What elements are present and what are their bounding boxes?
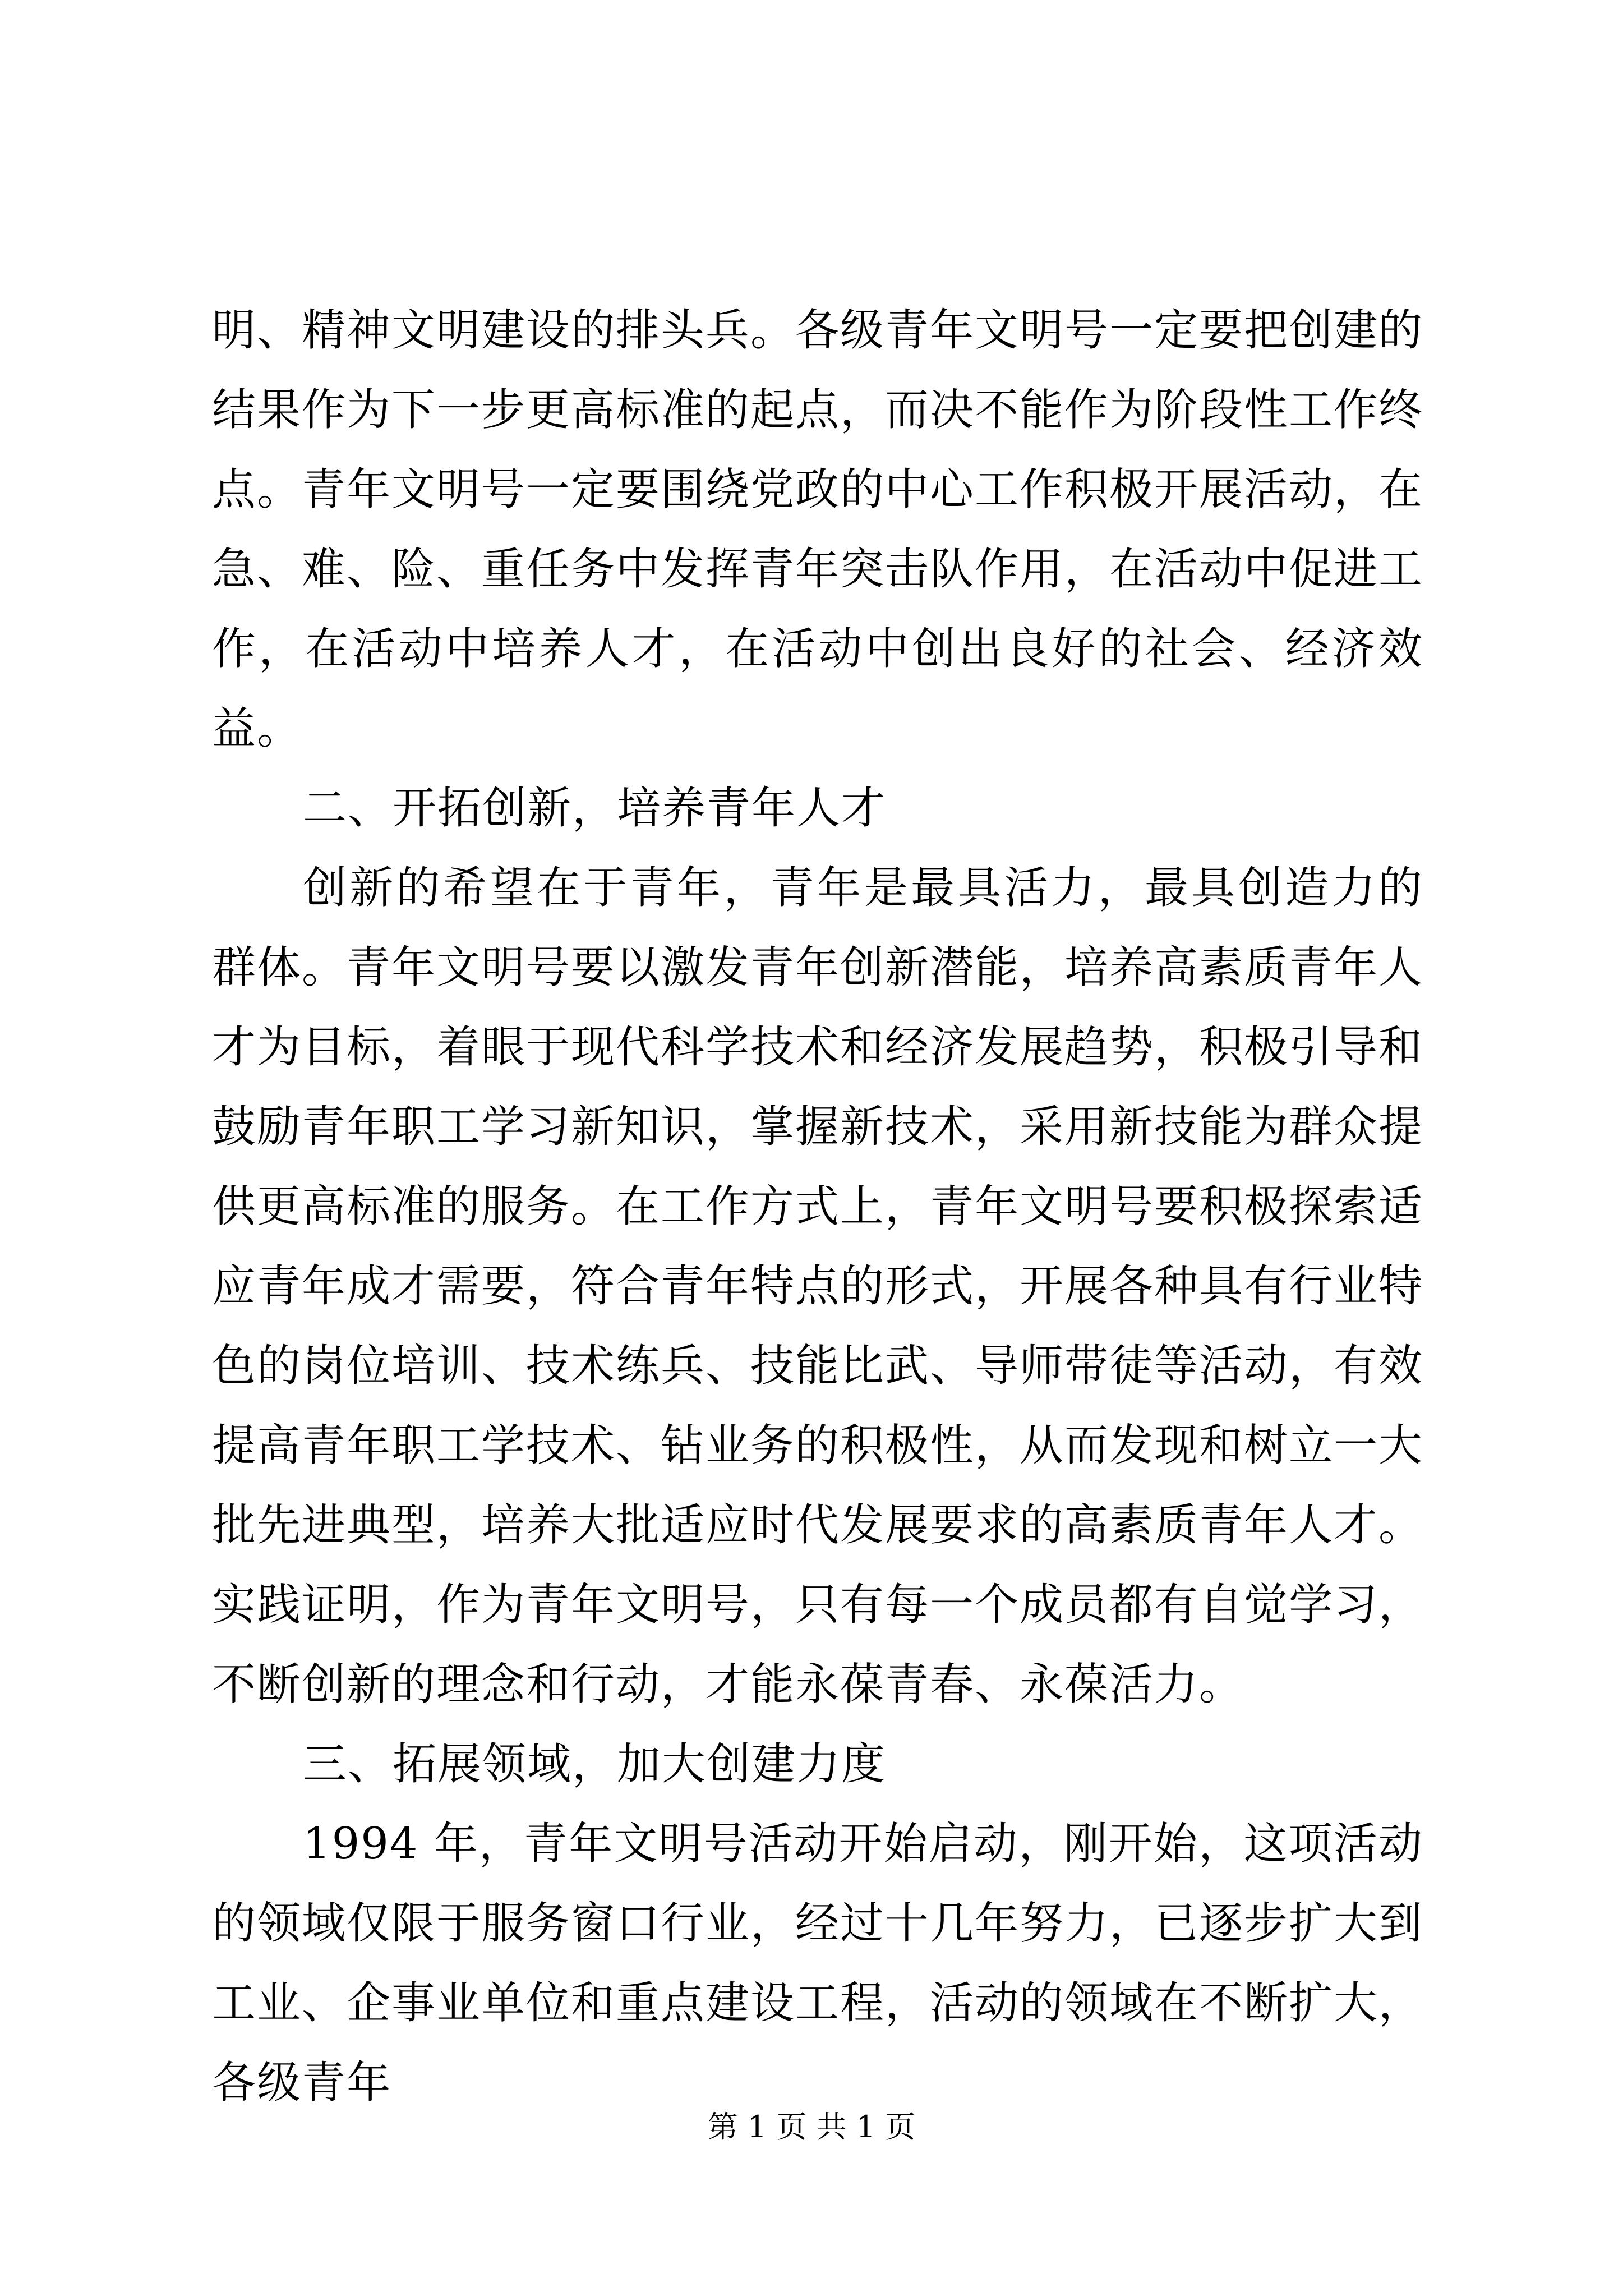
page-footer: 第 1 页 共 1 页 (707, 2109, 916, 2145)
paragraph-3: 1994 年，青年文明号活动开始启动，刚开始，这项活动的领域仅限于服务窗口行业，经过十几年努力，已逐步扩大到工业、企事业单位和重点建设工程，活动的领域在不断扩大，各级青年 (212, 1819, 1424, 2108)
section-heading-2: 二、开拓创新，培养青年人才 (303, 783, 887, 834)
paragraph-2: 创新的希望在于青年，青年是最具活力，最具创造力的群体。青年文明号要以激发青年创新潜能，培养高素质青年人才为目标，着眼于现代科学技术和经济发展趋势，积极引导和鼓励青年职工学习新知识，掌握新技术，采用新技能为群众提供更高标准的服务。在工作方式上，青年文明号要积极探索适应青年成才需要，符合青年特点的形式，开展各种具有行业特色的岗位培训、技术练兵、技能比武、导师带徒等活动，有效提高青年职工学技术、钻业务的积极性，从而发现和树立一大批先进典型，培养大批适应时代发展要求的高素质青年人才。实践证明，作为青年文明号，只有每一个成员都有自觉学习，不断创新的理念和行动，才能永葆青春、永葆活力。 (212, 863, 1424, 1710)
document-body (212, 291, 1423, 2123)
section-heading-3: 三、拓展领域，加大创建力度 (303, 1739, 887, 1789)
paragraph-1: 明、精神文明建设的排头兵。各级青年文明号一定要把创建的结果作为下一步更高标准的起点，而决不能作为阶段性工作终点。青年文明号一定要围绕党政的中心工作积极开展活动，在急、难、险、重任务中发挥青年突击队作用，在活动中促进工作，在活动中培养人才，在活动中创出良好的社会、经济效益。 (212, 305, 1424, 754)
